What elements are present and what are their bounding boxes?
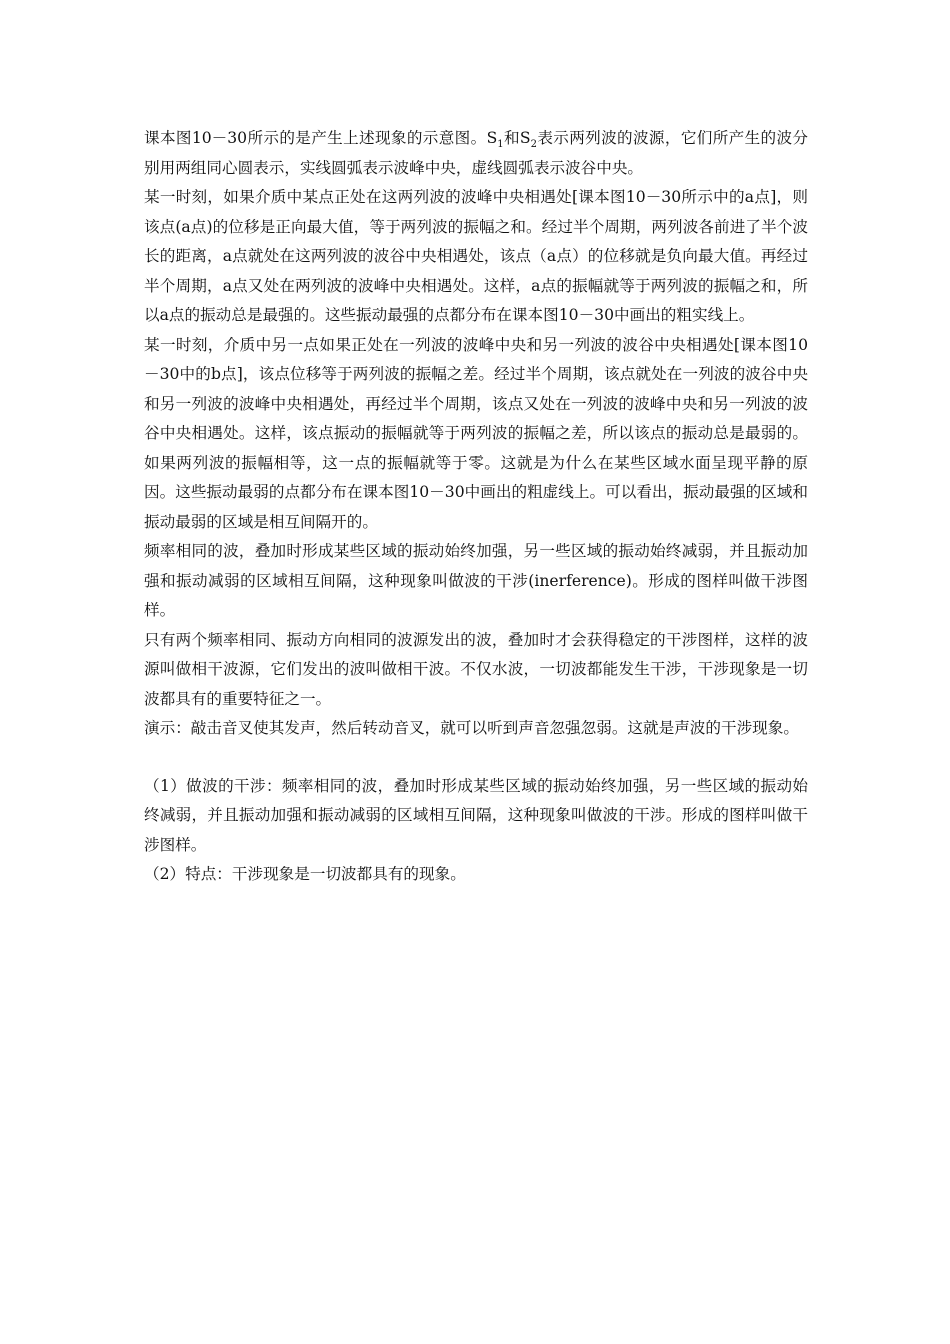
paragraph-text: 表示两列波的波源，它们所产生的波分别用两组同心圆表示，实线圆弧表示波峰中央，虚线圆弧表示波谷中央。 (144, 129, 809, 177)
summary-item-2: （2）特点：干涉现象是一切波都具有的现象。 (144, 865, 466, 883)
subscript-2: 2 (530, 139, 537, 151)
paragraph-interference-definition: 频率相同的波，叠加时形成某些区域的振动始终加强，另一些区域的振动始终减弱，并且振动加强和振动减弱的区域相互间隔，这种现象叫做波的干涉(inerference)。形成的图样叫做干涉图样。 (144, 542, 808, 619)
paragraph-point-a: 某一时刻，如果介质中某点正处在这两列波的波峰中央相遇处[课本图10－30所示中的a点]，则该点(a点)的位移是正向最大值，等于两列波的振幅之和。经过半个周期，两列波各前进了半个波长的距离，a点就处在这两列波的波谷中央相遇处，该点（a点）的位移就是负向最大值。再经过半个周期，a点又处在两列波的波峰中央相遇处。这样，a点的振幅就等于两列波的振幅之和，所以a点的振动总是最强的。这些振动最强的点都分布在课本图10－30中画出的粗实线上。 (144, 188, 808, 324)
document-page (144, 124, 808, 890)
subscript-1: 1 (497, 139, 504, 151)
paragraph-coherent-sources: 只有两个频率相同、振动方向相同的波源发出的波，叠加时才会获得稳定的干涉图样，这样的波源叫做相干波源，它们发出的波叫做相干波。不仅水波，一切波都能发生干涉，干涉现象是一切波都具有的重要特征之一。 (144, 630, 808, 708)
paragraph-text: 和S (503, 129, 531, 147)
paragraph-demonstration: 演示：敲击音叉使其发声，然后转动音叉，就可以听到声音忽强忽弱。这就是声波的干涉现象。 (144, 719, 799, 737)
spacer (144, 744, 808, 772)
paragraph-point-b: 某一时刻，介质中另一点如果正处在一列波的波峰中央和另一列波的波谷中央相遇处[课本图10－30中的b点]，该点位移等于两列波的振幅之差。经过半个周期，该点就处在一列波的波谷中央和另一列波的波峰中央相遇处，再经过半个周期，该点又处在一列波的波峰中央和另一列波的波谷中央相遇处。这样，该点振动的振幅就等于两列波的振幅之差，所以该点的振动总是最弱的。如果两列波的振幅相等，这一点的振幅就等于零。这就是为什么在某些区域水面呈现平静的原因。这些振动最弱的点都分布在课本图10－30中画出的粗虚线上。可以看出，振动最强的区域和振动最弱的区域是相互间隔开的。 (144, 335, 808, 531)
paragraph-diagram-intro (144, 124, 808, 183)
paragraph-text: 课本图10－30所示的是产生上述现象的示意图。S (144, 129, 498, 147)
summary-item-1: （1）做波的干涉：频率相同的波，叠加时形成某些区域的振动始终加强，另一些区域的振动始终减弱，并且振动加强和振动减弱的区域相互间隔，这种现象叫做波的干涉。形成的图样叫做干涉图样。 (144, 776, 808, 854)
